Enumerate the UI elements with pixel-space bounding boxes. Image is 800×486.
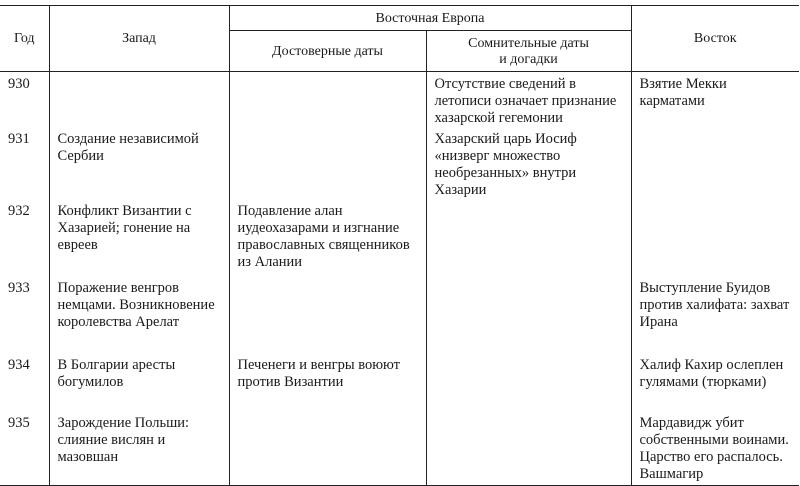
cell-year: 934: [0, 353, 49, 411]
cell-west: Создание независимой Сербии: [49, 127, 229, 199]
table-header: [0, 6, 799, 72]
cell-year: 930: [0, 72, 49, 128]
cell-doubtful: [426, 276, 631, 353]
header-reliable-dates: Достоверные даты: [229, 31, 426, 72]
table-body: [0, 72, 799, 486]
table-row: [0, 276, 799, 353]
cell-year: 931: [0, 127, 49, 199]
cell-reliable: [229, 276, 426, 353]
header-doubtful-line1: Сомнительные даты: [468, 36, 589, 51]
cell-year: 932: [0, 199, 49, 276]
cell-doubtful: [426, 353, 631, 411]
cell-west: [49, 72, 229, 128]
cell-east: [631, 199, 799, 276]
cell-doubtful: Отсутствие сведений в летописи означает признание хазарской гегемонии: [426, 72, 631, 128]
chronology-table: [0, 5, 799, 486]
table-row: [0, 353, 799, 411]
table-row: [0, 127, 799, 199]
cell-east: Мардавидж убит собственными воинами. Царство его распалось. Вашмагир: [631, 411, 799, 486]
cell-reliable: Подавление алан иудеохазарами и изгнание православных священников из Алании: [229, 199, 426, 276]
cell-west: Зарождение Польши: слияние вислян и мазовшан: [49, 411, 229, 486]
cell-east: Халиф Кахир ослеплен гулямами (тюрками): [631, 353, 799, 411]
header-doubtful-dates: [426, 31, 631, 72]
table-row: [0, 411, 799, 486]
cell-doubtful: [426, 199, 631, 276]
cell-west: Поражение венгров немцами. Возникновение королевства Арелат: [49, 276, 229, 353]
cell-east: Взятие Мекки карматами: [631, 72, 799, 128]
cell-reliable: [229, 127, 426, 199]
cell-doubtful: [426, 411, 631, 486]
cell-year: 933: [0, 276, 49, 353]
cell-west: В Болгарии аресты богумилов: [49, 353, 229, 411]
header-west: Запад: [49, 6, 229, 72]
cell-reliable: Печенеги и венгры воюют против Византии: [229, 353, 426, 411]
table-row: [0, 199, 799, 276]
table-row: [0, 72, 799, 128]
cell-east: [631, 127, 799, 199]
cell-year: 935: [0, 411, 49, 486]
cell-east: Выступление Буидов против халифата: захват Ирана: [631, 276, 799, 353]
header-eastern-europe: Восточная Европа: [229, 6, 631, 31]
cell-reliable: [229, 411, 426, 486]
header-year: Год: [0, 6, 49, 72]
header-doubtful-line2: и догадки: [499, 52, 558, 67]
cell-doubtful: Хазарский царь Иосиф «низверг множество необрезанных» внутри Хазарии: [426, 127, 631, 199]
cell-west: Конфликт Византии с Хазарией; гонение на евреев: [49, 199, 229, 276]
header-east: Восток: [631, 6, 799, 72]
cell-reliable: [229, 72, 426, 128]
